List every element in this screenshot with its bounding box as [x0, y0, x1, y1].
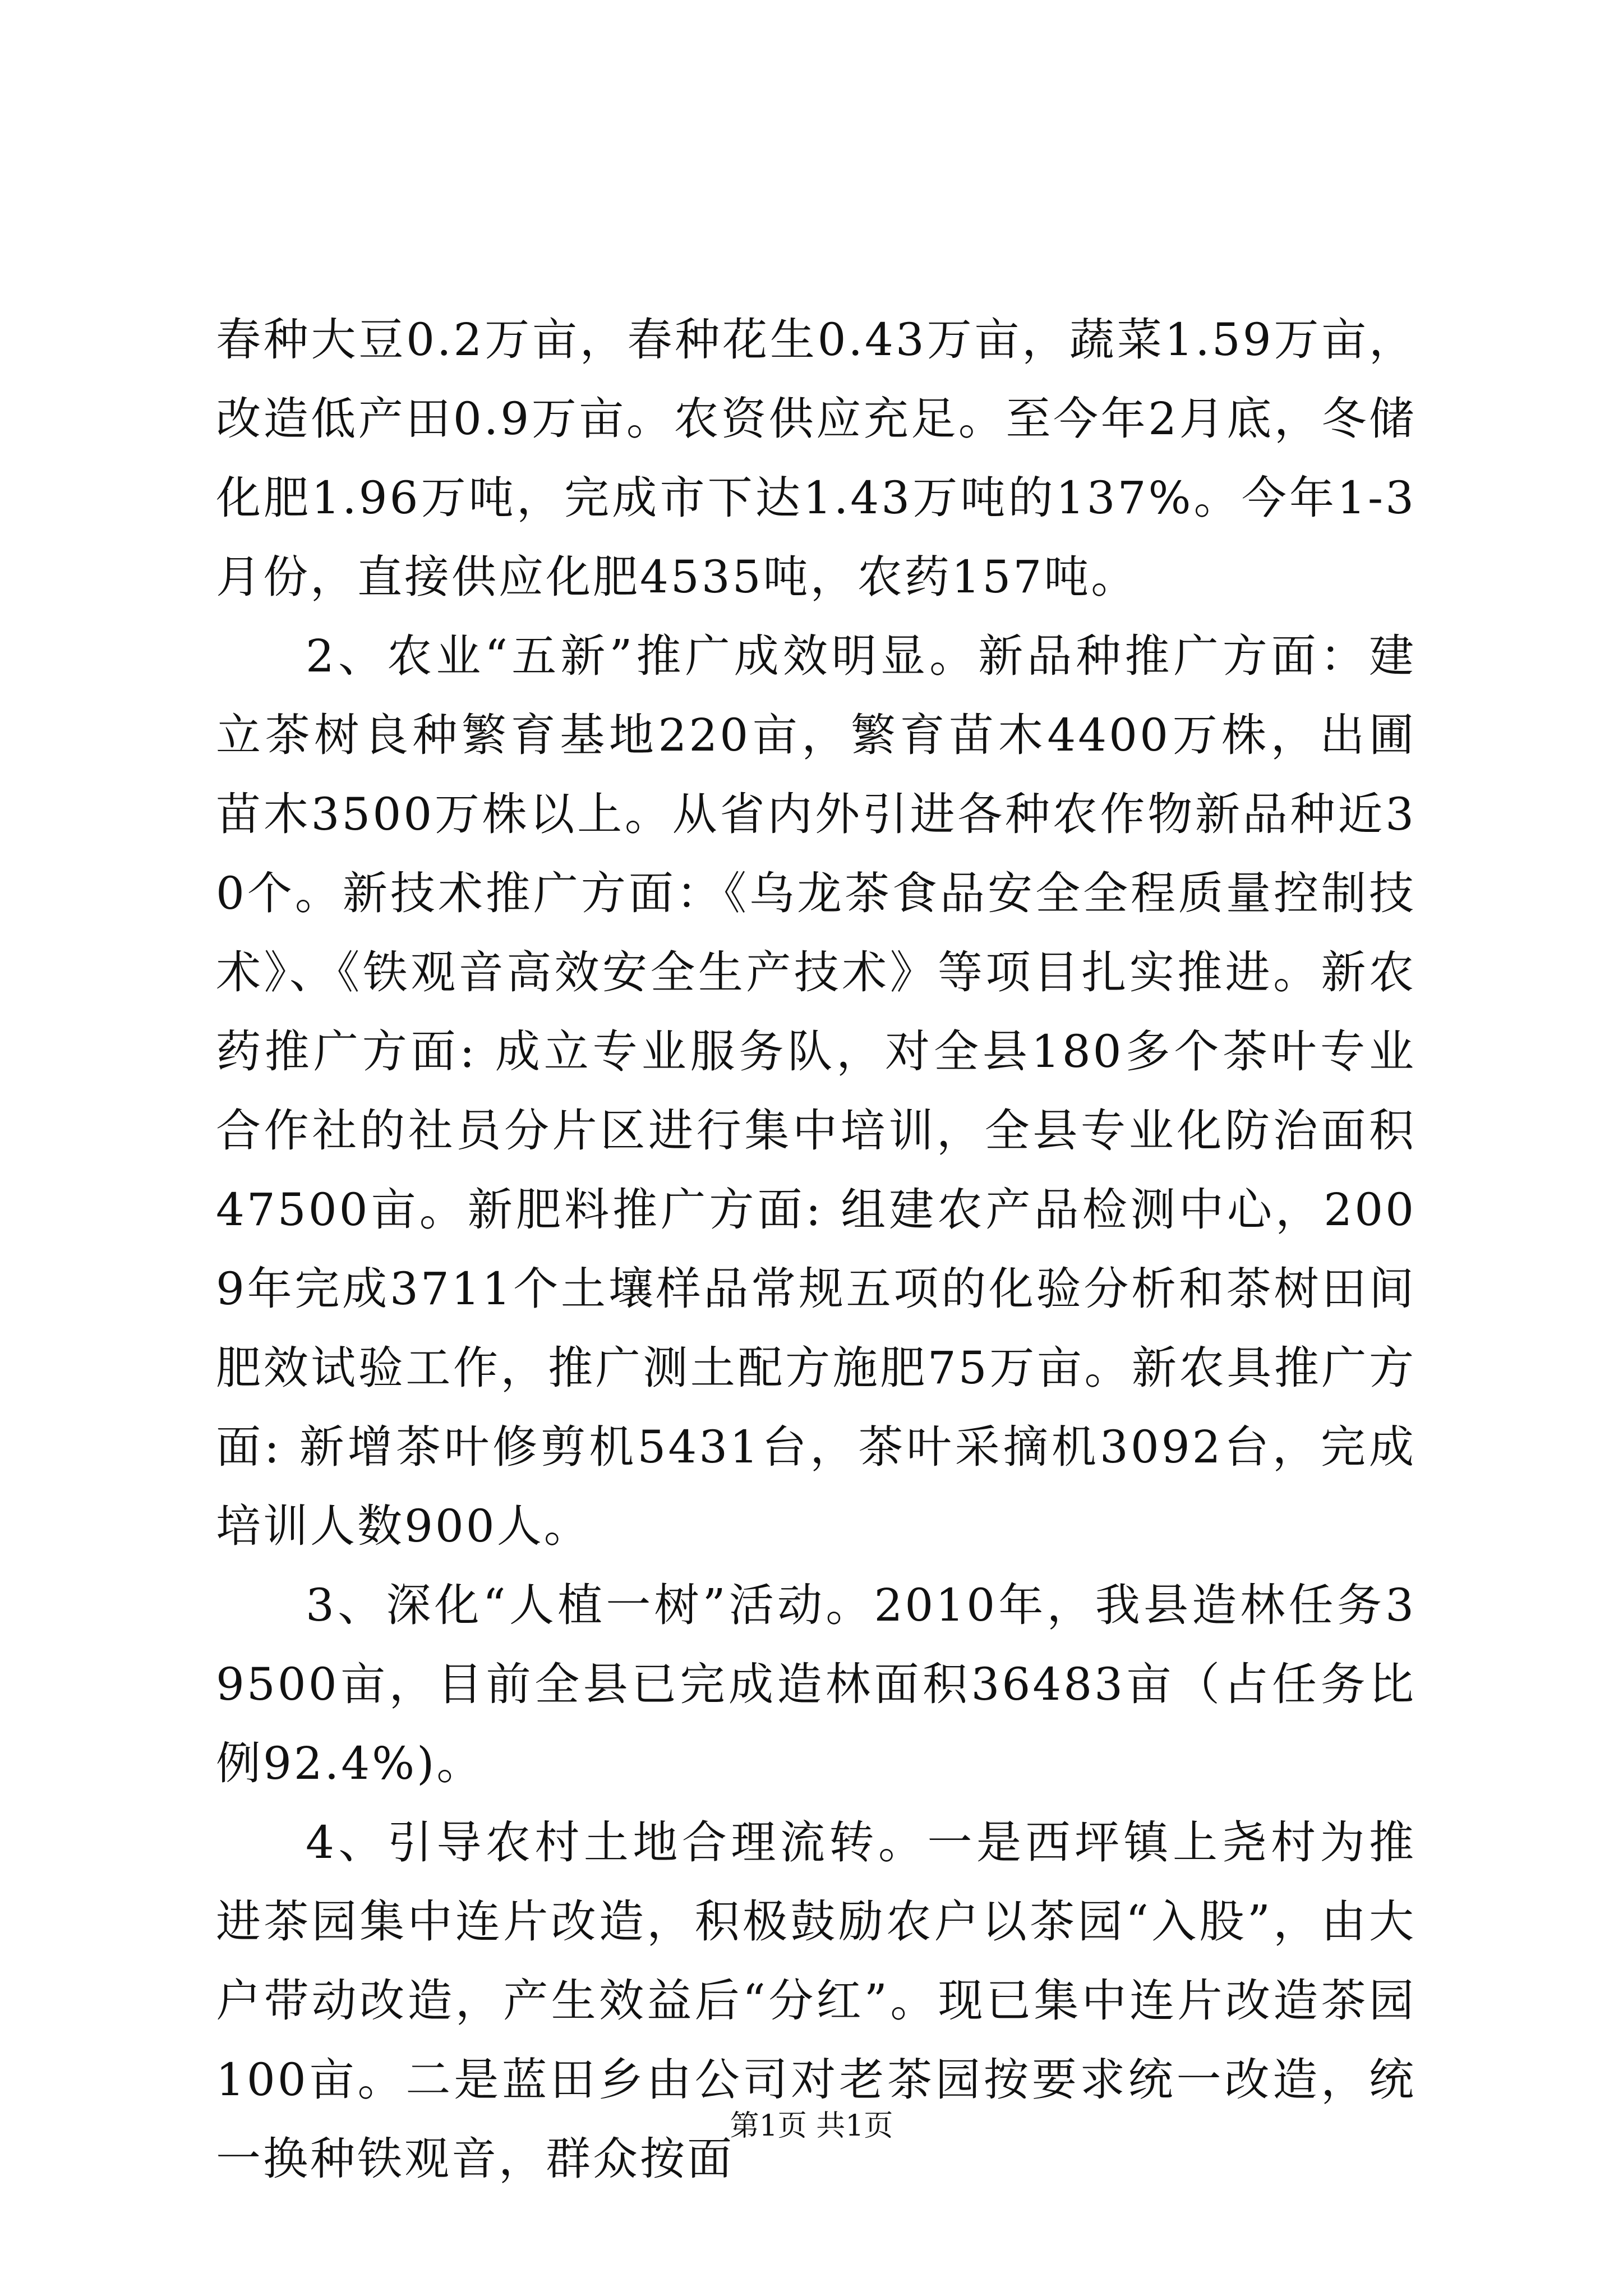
- paragraph-agriculture-five-new: 2、农业“五新”推广成效明显。新品种推广方面：建立茶树良种繁育基地220亩，繁育苗木4400万株，出圃苗木3500万株以上。从省内外引进各种农作物新品种近30个。新技术推广方面：《乌龙茶食品安全全程质量控制技术》、《铁观音高效安全生产技术》等项目扎实推进。新农药推广方面: 成立专业服务队，对全县180多个茶叶专业合作社的社员分片区进行集中培训，全县专业化防治面积47500亩。新肥料推广方面: 组建农产品检测中心，2009年完成3711个土壤样品常规五项的化验分析和茶树田间肥效试验工作，推广测土配方施肥75万亩。新农具推广方面: 新增茶叶修剪机5431台，茶叶采摘机3092台，完成培训人数900人。: [216, 630, 1416, 1552]
- paragraph-tree-planting: 3、深化“人植一树”活动。2010年，我县造林任务39500亩，目前全县已完成造林面积36483亩（占任务比例92.4%)。: [216, 1579, 1416, 1789]
- document-body: [216, 300, 1416, 2198]
- page-footer: 第1页 共1页: [730, 2109, 893, 2143]
- paragraph-continuation: 春种大豆0.2万亩，春种花生0.43万亩，蔬菜1.59万亩，改造低产田0.9万亩。农资供应充足。至今年2月底，冬储化肥1.96万吨，完成市下达1.43万吨的137%。今年1-3月份，直接供应化肥4535吨，农药157吨。: [216, 314, 1416, 603]
- paragraph-land-transfer: 4、引导农村土地合理流转。一是西坪镇上尧村为推进茶园集中连片改造，积极鼓励农户以茶园“入股”，由大户带动改造，产生效益后“分红”。现已集中连片改造茶园100亩。二是蓝田乡由公司对老茶园按要求统一改造，统一换种铁观音，群众按面: [216, 1816, 1416, 2185]
